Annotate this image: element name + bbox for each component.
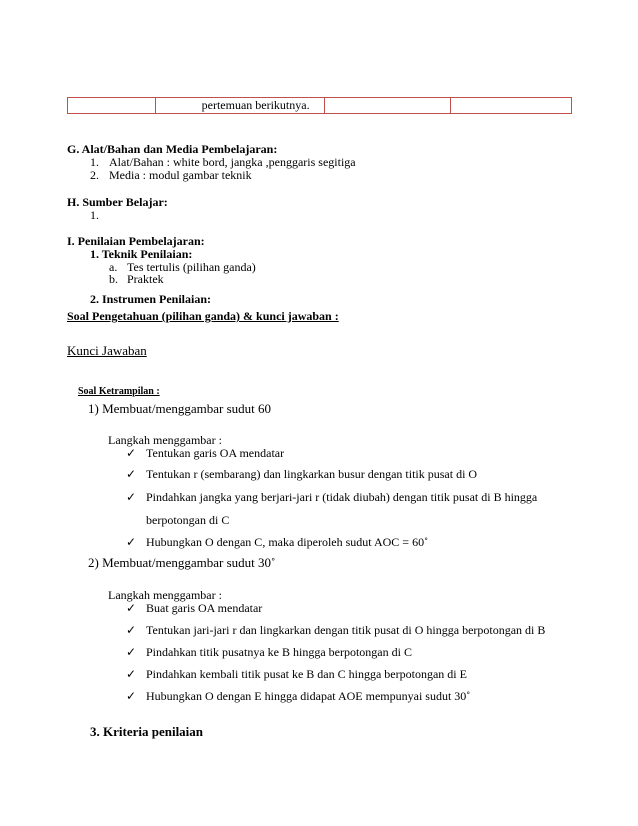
list-item-continuation: berpotongan di C: [146, 513, 230, 527]
table-cell: [68, 98, 156, 113]
check-icon: ✓: [126, 645, 137, 659]
list-letter: a.: [109, 260, 118, 274]
list-item: Tentukan r (sembarang) dan lingkarkan busur dengan titik pusat di O: [146, 467, 478, 481]
task-title: 1) Membuat/menggambar sudut 60: [88, 401, 272, 416]
list-item: Tentukan jari-jari r dan lingkarkan dengan titik pusat di O hingga berpotongan di B: [146, 623, 546, 637]
check-icon: ✓: [126, 601, 137, 615]
list-item: Hubungkan O dengan C, maka diperoleh sudut AOC = 60˚: [146, 535, 429, 549]
list-item: Tentukan garis OA mendatar: [146, 446, 285, 460]
table-cell: pertemuan berikutnya.: [156, 98, 325, 113]
list-item: Buat garis OA mendatar: [146, 601, 263, 615]
kunci-jawaban-heading: Kunci Jawaban: [67, 343, 147, 358]
check-icon: ✓: [126, 467, 137, 481]
table-row: [67, 97, 572, 114]
check-icon: ✓: [126, 689, 137, 703]
list-item: Alat/Bahan : white bord, jangka ,penggaris segitiga: [109, 155, 356, 169]
list-number: 1.: [90, 208, 99, 222]
check-icon: ✓: [126, 490, 137, 504]
soal-heading: Soal Pengetahuan (pilihan ganda) & kunci jawaban :: [67, 309, 339, 323]
list-item: Hubungkan O dengan E hingga didapat AOE mempunyai sudut 30˚: [146, 689, 471, 703]
kriteria-heading: 3. Kriteria penilaian: [90, 724, 204, 739]
check-icon: ✓: [126, 623, 137, 637]
soal-ketrampilan-heading: Soal Ketrampilan :: [78, 386, 160, 397]
list-item: Pindahkan kembali titik pusat ke B dan C hingga berpotongan di E: [146, 667, 467, 681]
list-letter: b.: [109, 272, 118, 286]
section-i-heading: I. Penilaian Pembelajaran:: [67, 234, 205, 248]
section-h-heading: H. Sumber Belajar:: [67, 195, 168, 209]
langkah-label: Langkah menggambar :: [108, 588, 222, 602]
check-icon: ✓: [126, 446, 137, 460]
task-title: 2) Membuat/menggambar sudut 30˚: [88, 555, 276, 570]
subheading: 1. Teknik Penilaian:: [90, 247, 193, 261]
list-item: Tes tertulis (pilihan ganda): [127, 260, 256, 274]
check-icon: ✓: [126, 667, 137, 681]
section-g-heading: G. Alat/Bahan dan Media Pembelajaran:: [67, 142, 278, 156]
table-cell: [451, 98, 571, 113]
subheading: 2. Instrumen Penilaian:: [90, 292, 212, 306]
list-item: Pindahkan titik pusatnya ke B hingga berpotongan di C: [146, 645, 412, 659]
list-item: Praktek: [127, 272, 164, 286]
list-number: 2.: [90, 168, 99, 182]
table-cell: [325, 98, 450, 113]
langkah-label: Langkah menggambar :: [108, 433, 222, 447]
list-item: Pindahkan jangka yang berjari-jari r (tidak diubah) dengan titik pusat di B hingga: [146, 490, 538, 504]
list-item: Media : modul gambar teknik: [109, 168, 252, 182]
list-number: 1.: [90, 155, 99, 169]
check-icon: ✓: [126, 535, 137, 549]
